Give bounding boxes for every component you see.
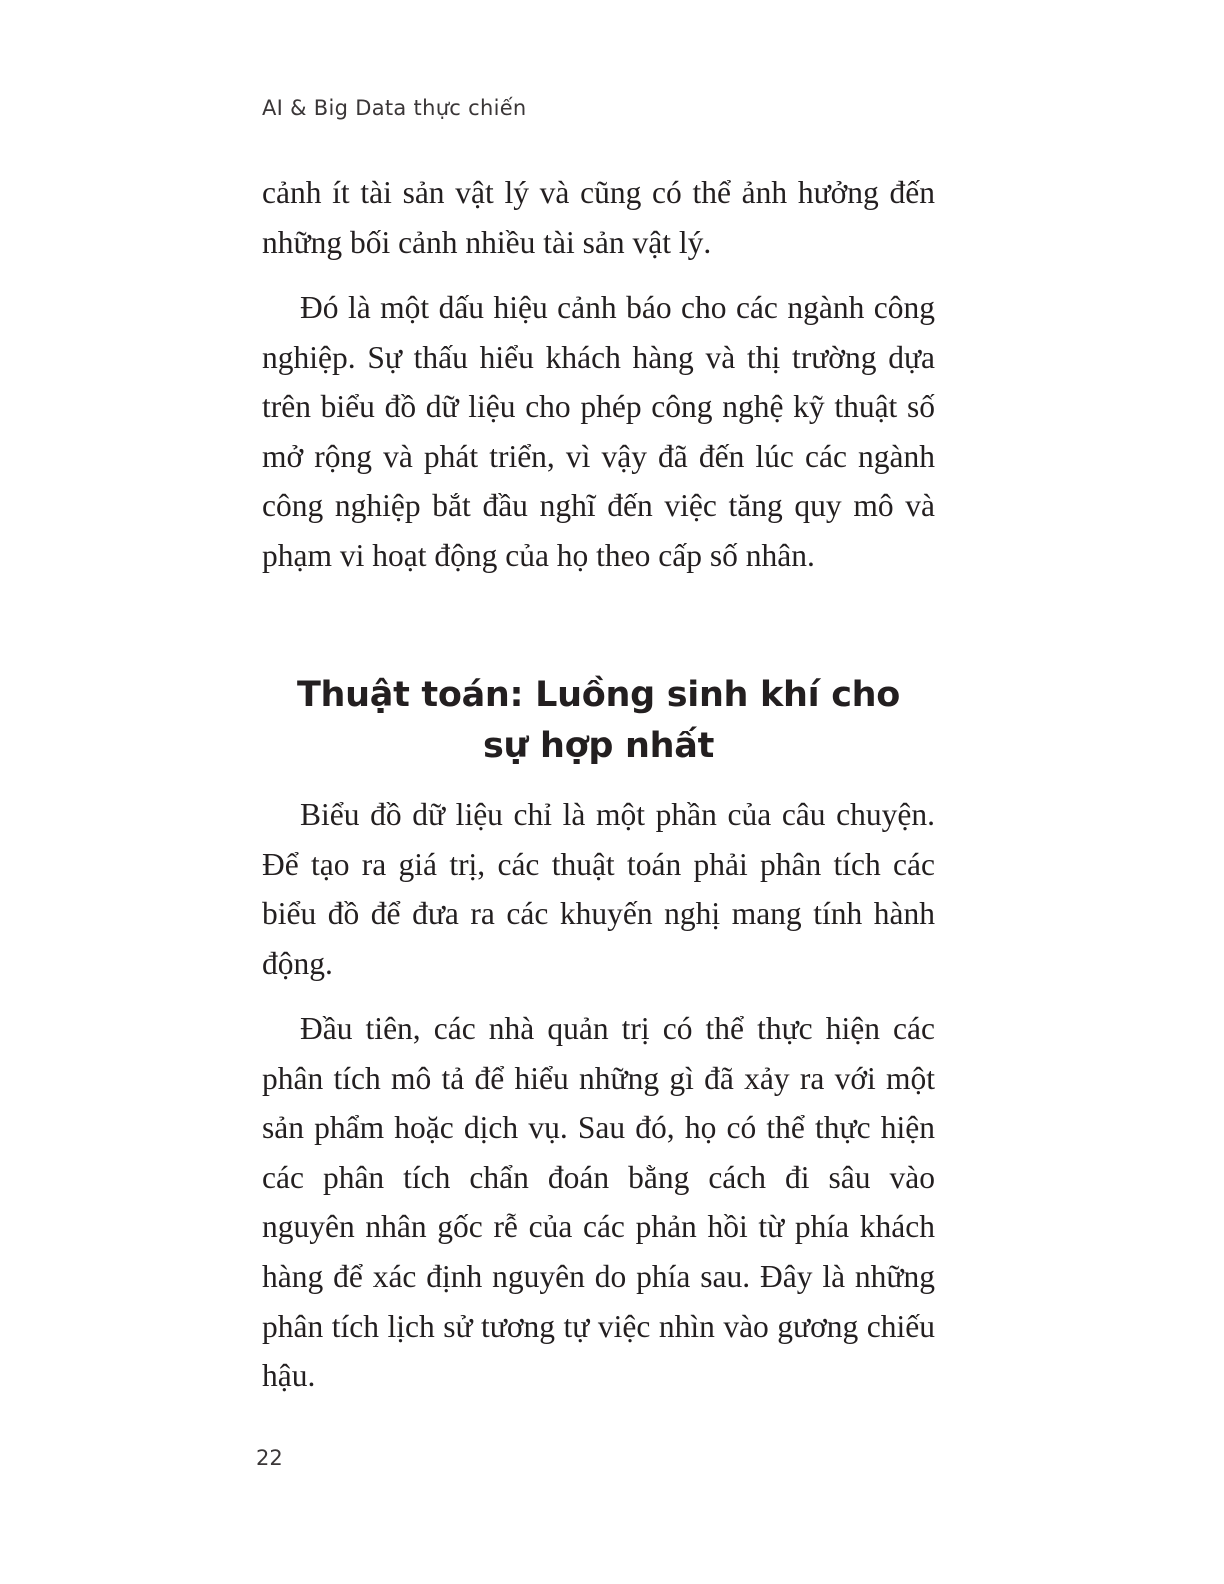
paragraph	[262, 1004, 935, 1401]
paragraph-text: Đầu tiên, các nhà quản trị có thể thực hiện các phân tích mô tả để hiểu những gì đã xảy ra với một sản phẩm hoặc dịch vụ. Sau đó, họ có thể thực hiện các phân tích chẩn đoán bằng cách đi sâu vào nguyên nhân gốc rễ của các phản hồi từ phía khách hàng để xác định nguyên do phía sau. Đây là những phân tích lịch sử tương tự việc nhìn vào gương chiếu hậu.	[262, 1011, 935, 1394]
paragraph	[262, 790, 935, 988]
paragraph-text: Biểu đồ dữ liệu chỉ là một phần của câu chuyện. Để tạo ra giá trị, các thuật toán phải phân tích các biểu đồ để đưa ra các khuyến nghị mang tính hành động.	[262, 797, 935, 981]
paragraph-text: Đó là một dấu hiệu cảnh báo cho các ngành công nghiệp. Sự thấu hiểu khách hàng và thị trường dựa trên biểu đồ dữ liệu cho phép công nghệ kỹ thuật số mở rộng và phát triển, vì vậy đã đến lúc các ngành công nghiệp bắt đầu nghĩ đến việc tăng quy mô và phạm vi hoạt động của họ theo cấp số nhân.	[262, 290, 935, 573]
section-heading-line-1: Thuật toán: Luồng sinh khí cho	[296, 675, 901, 715]
section-heading-line-2: sự hợp nhất	[482, 726, 715, 766]
paragraph-continued	[262, 168, 935, 267]
paragraph	[262, 283, 935, 581]
page-number: 22	[256, 1446, 283, 1470]
section-heading	[262, 670, 935, 772]
paragraph-text: cảnh ít tài sản vật lý và cũng có thể ảnh hưởng đến những bối cảnh nhiều tài sản vật lý.	[262, 175, 935, 260]
running-header: AI & Big Data thực chiến	[262, 96, 527, 120]
